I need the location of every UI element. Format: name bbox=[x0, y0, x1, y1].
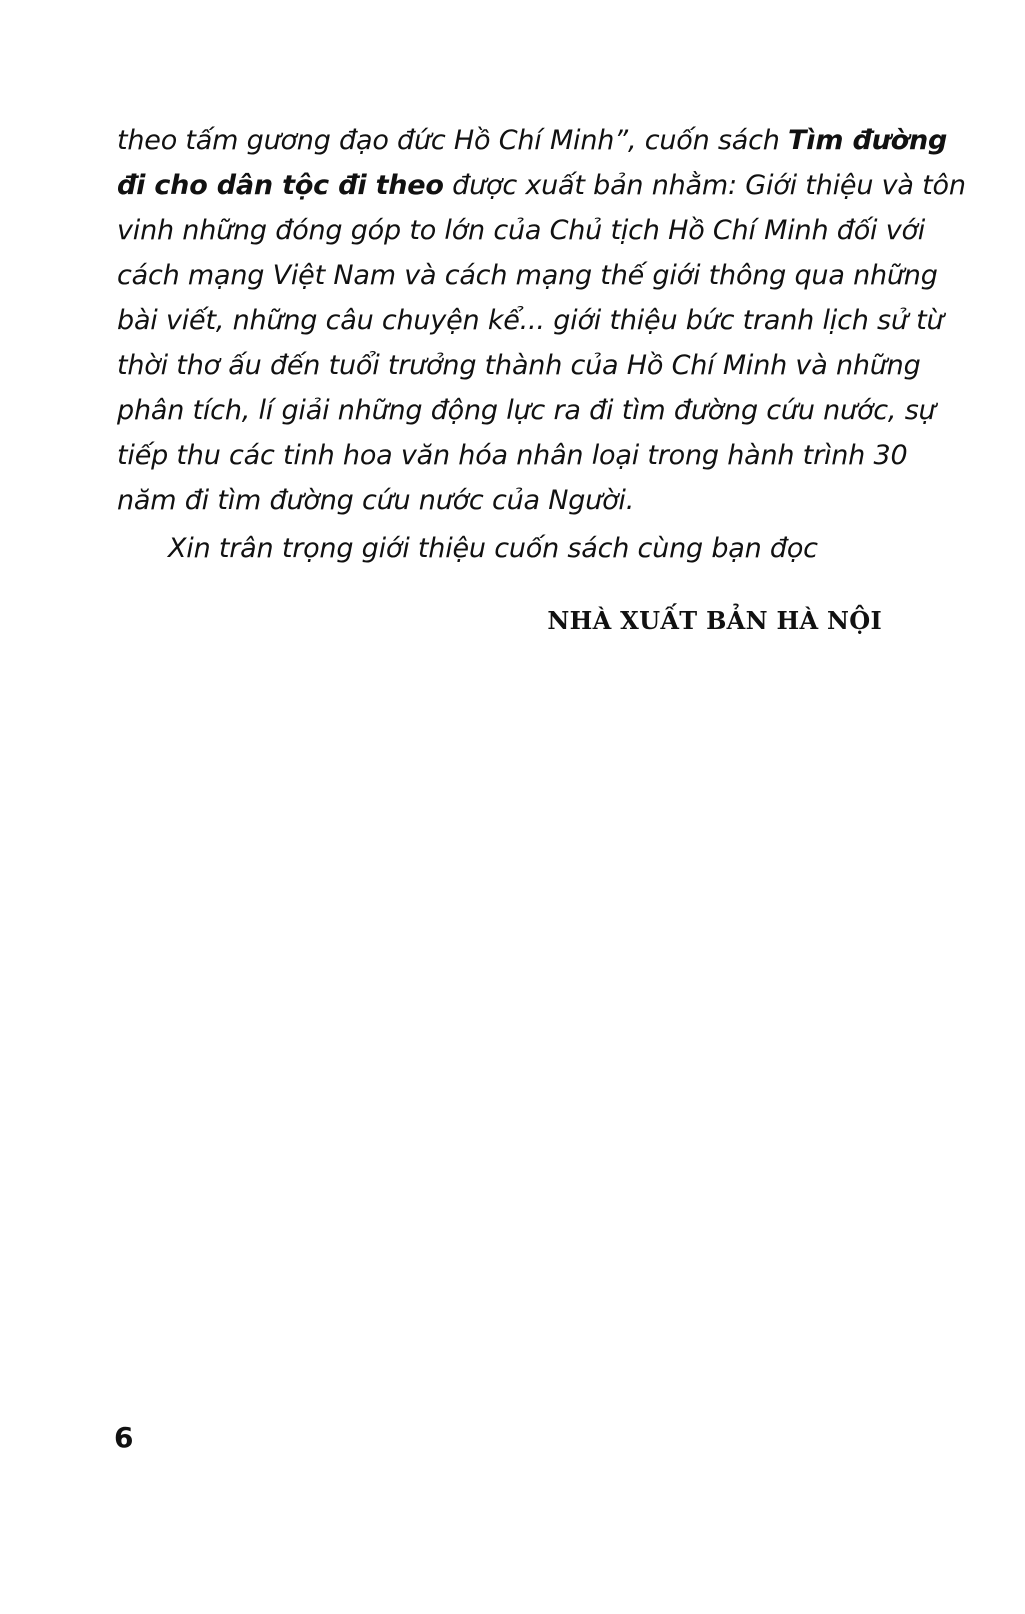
paragraph-line: bài viết, những câu chuyện kể... giới thiệu bức tranh lịch sử từ bbox=[117, 305, 944, 336]
paragraph-line: thời thơ ấu đến tuổi trưởng thành của Hồ Chí Minh và những bbox=[117, 350, 921, 381]
paragraph-line: phân tích, lí giải những động lực ra đi tìm đường cứu nước, sự bbox=[117, 395, 936, 426]
body-paragraph bbox=[117, 118, 966, 523]
paragraph-line: tiếp thu các tinh hoa văn hóa nhân loại trong hành trình 30 bbox=[117, 440, 908, 471]
paragraph-line: vinh những đóng góp to lớn của Chủ tịch Hồ Chí Minh đối với bbox=[117, 215, 926, 246]
paragraph-text: theo tấm gương đạo đức Hồ Chí Minh”, cuốn sách bbox=[117, 125, 789, 156]
page-number: 6 bbox=[114, 1421, 134, 1454]
publisher-signature: NHÀ XUẤT BẢN HÀ NỘI bbox=[547, 606, 882, 635]
paragraph-line bbox=[117, 118, 948, 163]
book-title-bold: đi cho dân tộc đi theo bbox=[117, 170, 444, 201]
paragraph-text: được xuất bản nhằm: Giới thiệu và tôn bbox=[443, 170, 966, 201]
closing-sentence: Xin trân trọng giới thiệu cuốn sách cùng bạn đọc bbox=[168, 533, 818, 564]
paragraph-line: năm đi tìm đường cứu nước của Người. bbox=[117, 485, 635, 516]
paragraph-line: cách mạng Việt Nam và cách mạng thế giới thông qua những bbox=[117, 260, 938, 291]
book-title-bold: Tìm đường bbox=[788, 125, 948, 156]
paragraph-line bbox=[117, 163, 966, 208]
